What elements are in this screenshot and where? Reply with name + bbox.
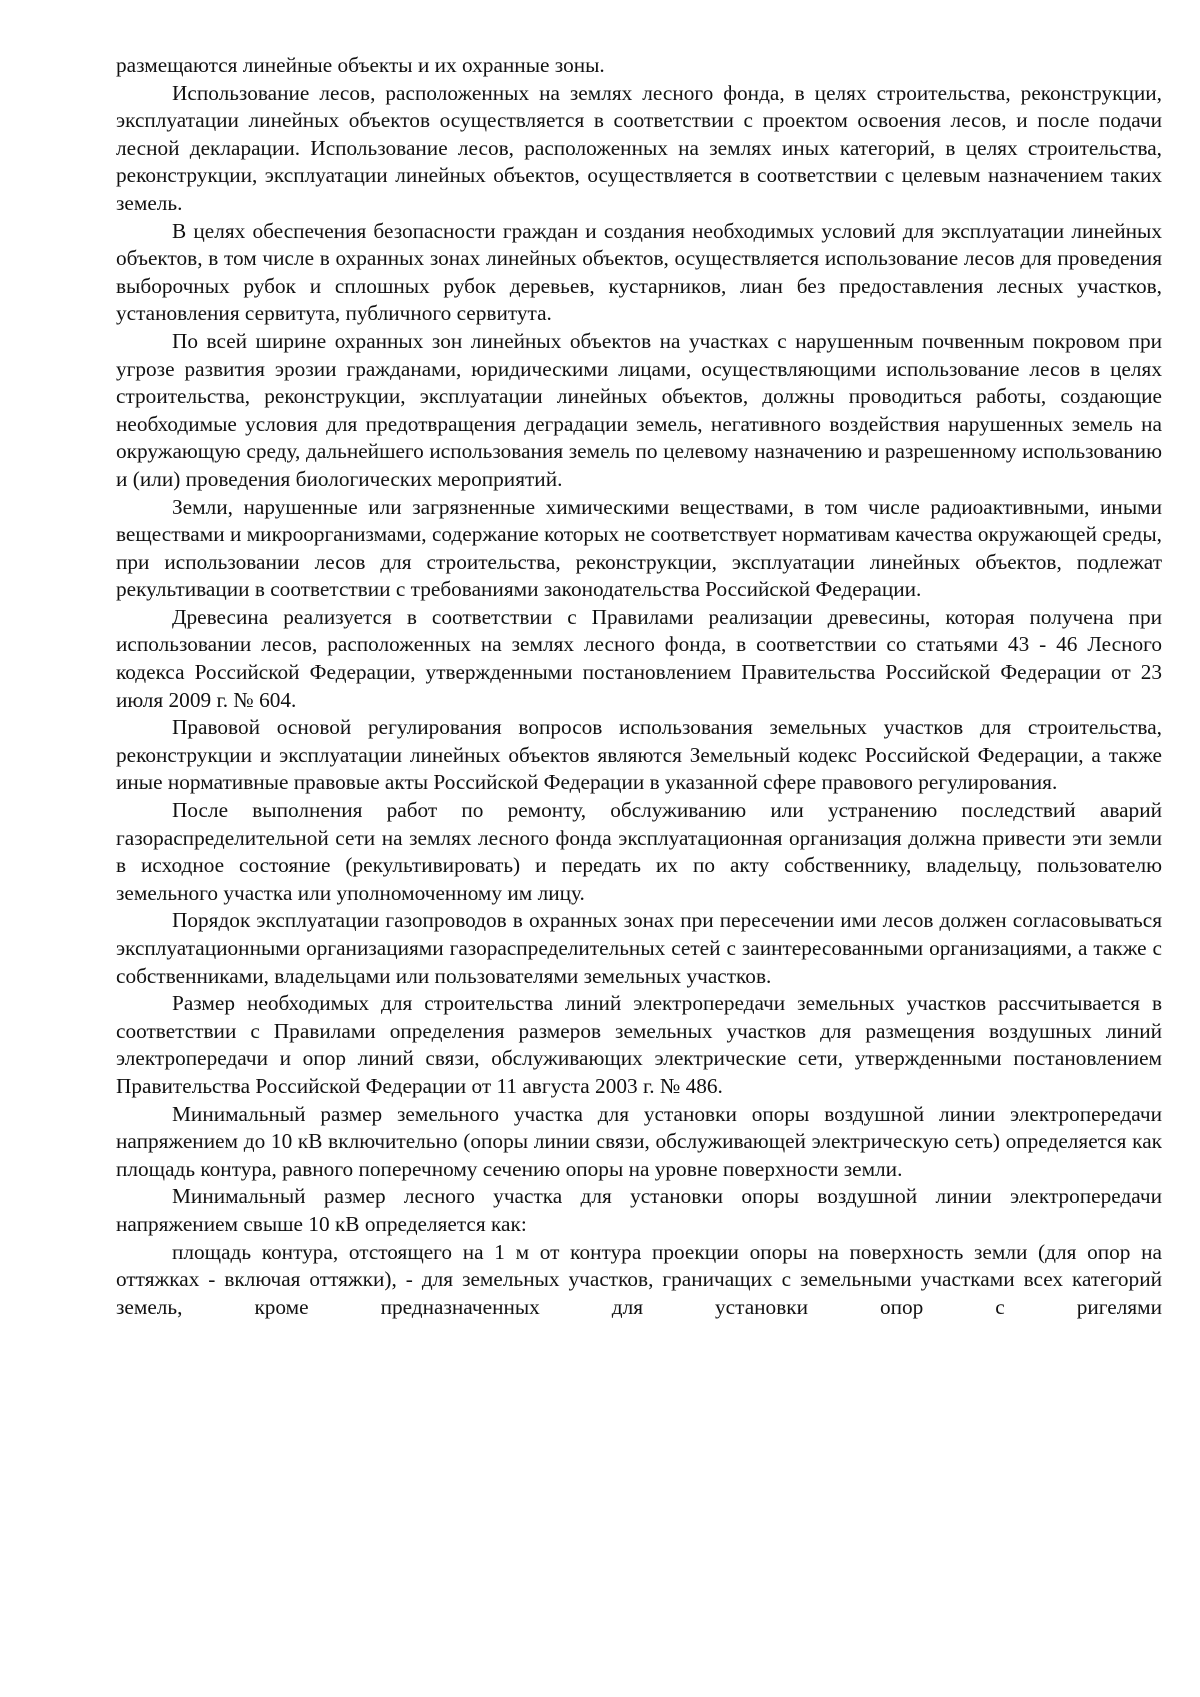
paragraph-legal-basis: Правовой основой регулирования вопросов использования земельных участков для строительства, реконструкции и эксплуатации линейных объектов являются Земельный кодекс Российской Федерации, а также иные нормативные правовые акты Российской Федерации в указанной сфере правового регулирования.	[116, 715, 1162, 795]
paragraph-gas-network-repair: После выполнения работ по ремонту, обслуживанию или устранению последствий аварий газораспределительной сети на землях лесного фонда эксплуатационная организация должна привести эти земли в исходное состояние (рекультивировать) и передать их по акту собственнику, владельцу, пользователю земельного участка или уполномоченному им лицу.	[116, 798, 1162, 905]
paragraph-power-line-plot-size: Размер необходимых для строительства линий электропередачи земельных участков рассчитывается в соответствии с Правилами определения размеров земельных участков для размещения воздушных линий электропередачи и опор линий связи, обслуживающих электрические сети, утвержденными постановлением Правительства Российской Федерации от 11 августа 2003 г. № 486.	[116, 991, 1162, 1098]
paragraph-safety-cutting: В целях обеспечения безопасности граждан и создания необходимых условий для эксплуатации линейных объектов, в том числе в охранных зонах линейных объектов, осуществляется использование лесов для проведения выборочных рубок и сплошных рубок деревьев, кустарников, лиан без предоставления лесных участков, установления сервитута, публичного сервитута.	[116, 218, 1162, 326]
paragraph-contour-area: площадь контура, отстоящего на 1 м от контура проекции опоры на поверхность земли (для опор на оттяжках - включая оттяжки), - для земельных участков, граничащих с земельными участками всех категорий земель, кроме предназначенных для установки опор с ригелями	[116, 1239, 1162, 1319]
paragraph-min-plot-over-10kv: Минимальный размер лесного участка для установки опоры воздушной линии электропередачи напряжением свыше 10 кВ определяется как:	[116, 1184, 1162, 1236]
paragraph-recultivation: Земли, нарушенные или загрязненные химическими веществами, в том числе радиоактивными, иными веществами и микроорганизмами, содержание которых не соответствует нормативам качества окружающей среды, при использовании лесов для строительства, реконструкции, эксплуатации линейных объектов, подлежат рекультивации в соответствии с требованиями законодательства Российской Федерации.	[116, 494, 1162, 602]
paragraph-min-plot-up-to-10kv: Минимальный размер земельного участка для установки опоры воздушной линии электропередачи напряжением до 10 кВ включительно (опоры линии связи, обслуживающей электрическую сеть) определяется как площадь контура, равного поперечному сечению опоры на уровне поверхности земли.	[116, 1101, 1162, 1181]
paragraph-forest-use-lands: Использование лесов, расположенных на землях лесного фонда, в целях строительства, реконструкции, эксплуатации линейных объектов осуществляется в соответствии с проектом освоения лесов, и после подачи лесной декларации. Использование лесов, расположенных на землях иных категорий, в целях строительства, реконструкции, эксплуатации линейных объектов, осуществляется в соответствии с целевым назначением таких земель.	[116, 80, 1162, 215]
paragraph-erosion-works: По всей ширине охранных зон линейных объектов на участках с нарушенным почвенным покровом при угрозе развития эрозии гражданами, юридическими лицами, осуществляющими использование лесов в целях строительства, реконструкции, эксплуатации линейных объектов, должны проводиться работы, создающие необходимые условия для предотвращения деградации земель, негативного воздействия нарушенных земель на окружающую среду, дальнейшего использования земель по целевому назначению и разрешенному использованию и (или) проведения биологических мероприятий.	[116, 328, 1162, 491]
paragraph-timber-sale: Древесина реализуется в соответствии с Правилами реализации древесины, которая получена при использовании лесов, расположенных на землях лесного фонда, в соответствии со статьями 43 - 46 Лесного кодекса Российской Федерации, утвержденными постановлением Правительства Российской Федерации от 23 июля 2009 г. № 604.	[116, 604, 1162, 712]
paragraph-gas-pipeline-operation: Порядок эксплуатации газопроводов в охранных зонах при пересечении ими лесов должен согласовываться эксплуатационными организациями газораспределительных сетей с заинтересованными организациями, а также с собственниками, владельцами или пользователями земельных участков.	[116, 908, 1162, 988]
paragraph-continuation: размещаются линейные объекты и их охранные зоны.	[116, 53, 605, 77]
document-page	[116, 52, 1162, 1321]
